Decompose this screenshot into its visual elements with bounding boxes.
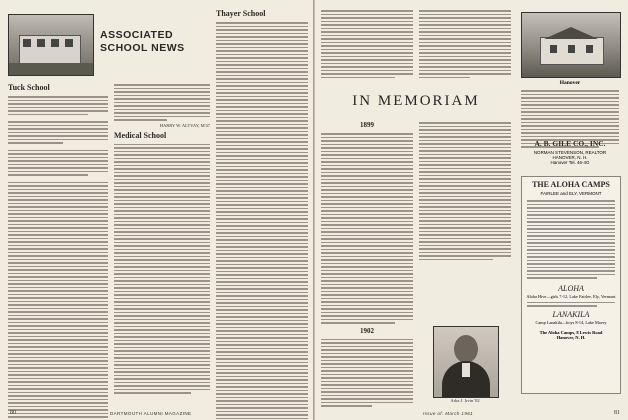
banner-title (100, 30, 210, 53)
banner-title-line1: ASSOCIATED (100, 29, 174, 41)
in-memoriam-heading: IN MEMORIAM (352, 93, 480, 109)
year-1902: 1902 (360, 326, 374, 335)
camps-address-line2: Hanover, N. H. (556, 334, 586, 340)
gile-ad-title: A. B. GILE CO., INC. (534, 139, 606, 148)
gile-ad-line2: HANOVER, N. H. (552, 154, 588, 160)
right-page (315, 0, 628, 420)
in-memoriam-heading-wrap (321, 94, 511, 109)
gile-ad-line1: NORMAN STEVENSON, REALTOR (533, 149, 607, 155)
column-1 (8, 84, 108, 420)
aloha-camps-subtitle: FAIRLEE and ELY, VERMONT (540, 191, 602, 196)
thayer-body-text (216, 22, 308, 420)
hanover-photo (521, 12, 621, 78)
tuck-body-text (8, 96, 108, 420)
left-page (0, 0, 313, 420)
medical-byline: HARRY W. ALTVAY, M'47 (159, 122, 210, 128)
medical-body-text (114, 144, 210, 394)
left-running-footer: DARTMOUTH ALUMNI MAGAZINE (110, 411, 192, 416)
right-column-a (321, 10, 413, 80)
banner-title-line2: SCHOOL NEWS (100, 41, 185, 54)
column-2 (114, 84, 210, 396)
aloha-camps-ad (521, 176, 621, 394)
portrait-photo (433, 326, 499, 398)
year-1899: 1899 (360, 121, 374, 129)
aloha-heading: ALOHA (558, 283, 584, 293)
left-folio: 80 (10, 410, 16, 416)
aloha-camps-body (522, 196, 620, 279)
memoriam-column-2 (419, 122, 511, 262)
gile-ad-line3: Hanover Tel. 46-4G (550, 159, 590, 165)
medical-school-heading: Medical School (114, 130, 167, 140)
gile-ad (521, 140, 619, 165)
right-folio: 81 (614, 410, 620, 416)
hanover-photo-caption: Hanover (559, 80, 581, 86)
lanakila-text: Camp Lanakila—boys 8-14, Lake Morey (535, 319, 607, 325)
tuck-school-heading: Tuck School (8, 83, 50, 92)
right-column-b (419, 10, 511, 80)
medical-intro-text (114, 84, 210, 128)
camps-address-line1: The Aloha Camps, 8 Lewis Road (539, 329, 603, 335)
building-photo (8, 14, 94, 76)
portrait-caption: Arba J. Irvin '02 (450, 398, 480, 403)
thayer-school-heading: Thayer School (216, 9, 266, 18)
aloha-camps-title: THE ALOHA CAMPS (532, 180, 610, 189)
right-issue-footer: Issue of: March 1961 (423, 411, 474, 416)
lanakila-heading: LANAKILA (552, 309, 590, 319)
memoriam-column-1 (321, 122, 413, 409)
column-3 (216, 10, 308, 420)
aloha-text: Aloha Hive—girls 7-12, Lake Fairlee, Ely, Vermont (526, 293, 616, 299)
